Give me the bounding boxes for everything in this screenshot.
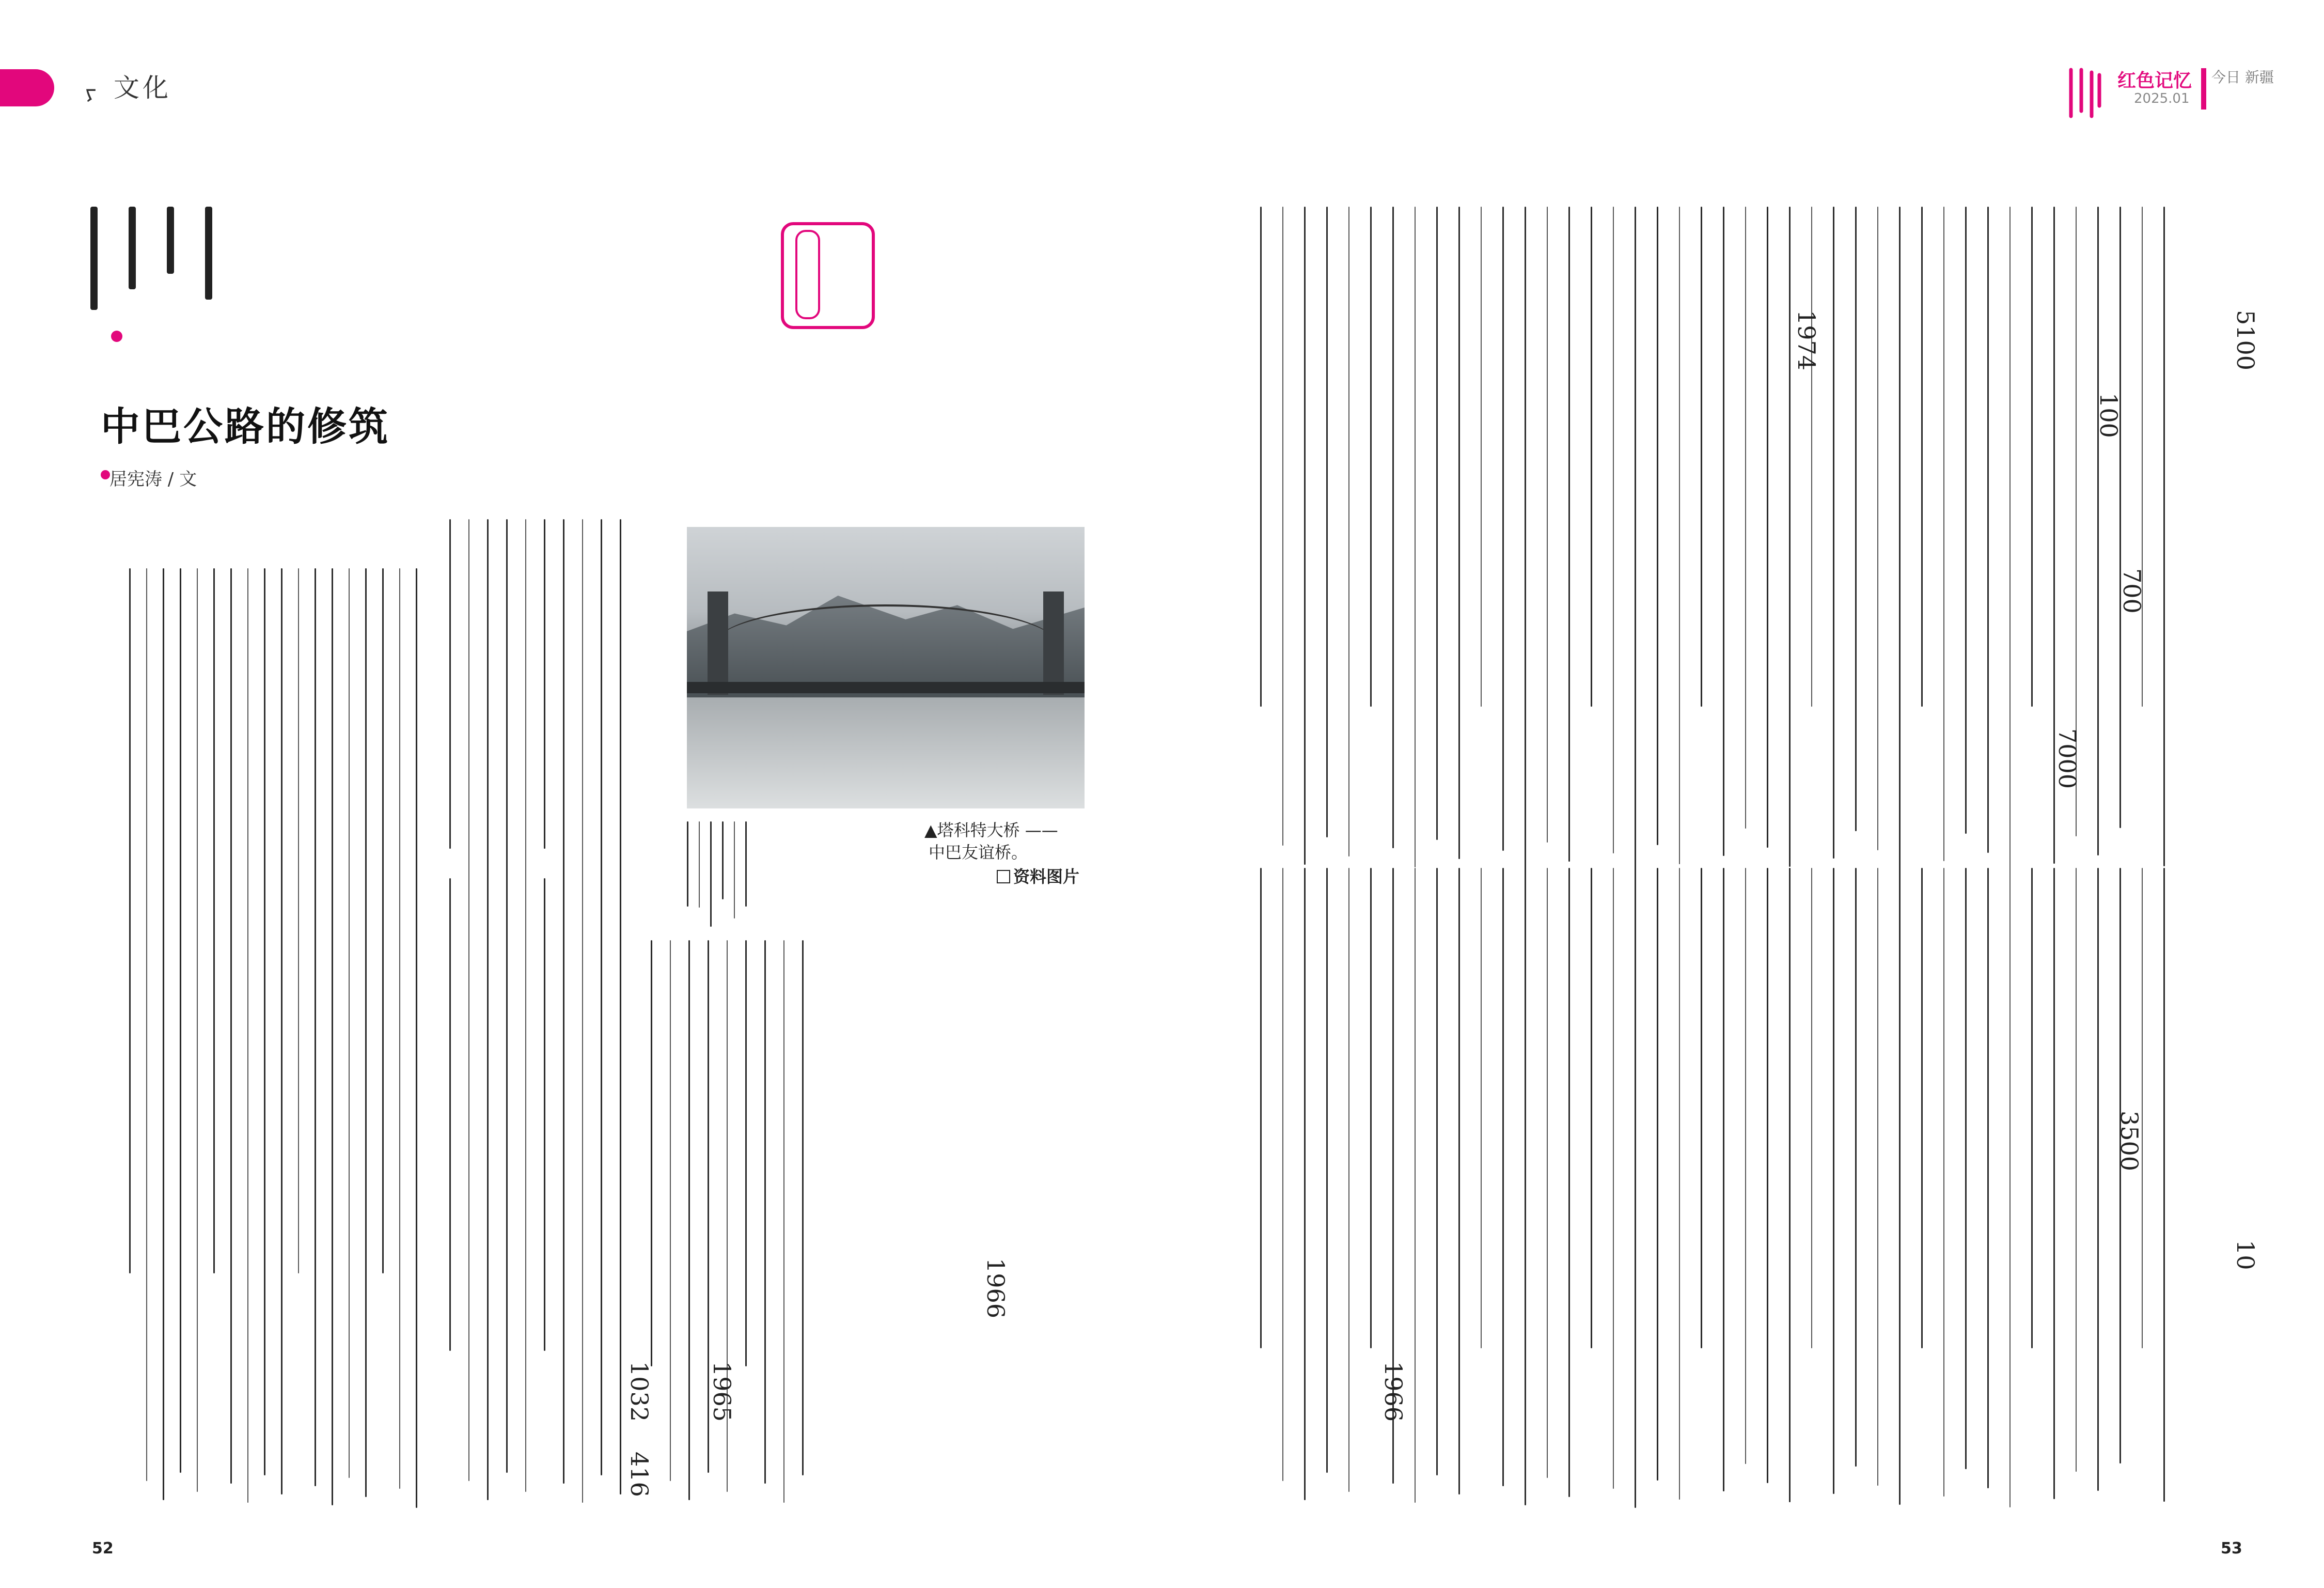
mongolian-text-column [802,940,804,1475]
mongolian-section-glyph: ᠶ [85,79,97,105]
mongolian-text-column [1855,868,1857,1467]
mongolian-text-column [2097,868,2099,1491]
mongolian-text-column [468,878,469,1481]
mongolian-text-column [764,940,766,1484]
mongolian-text-column [1965,207,1967,834]
mongolian-text-column [1701,207,1702,707]
mongolian-text-column [563,878,564,1484]
mongolian-text-column [1833,207,1834,859]
mongolian-text-column [1679,868,1680,1500]
section-label: 文化 [114,73,171,103]
inline-number-1966-right: 1966 [1379,1361,1407,1422]
mongolian-text-column [1679,207,1680,864]
mongolian-text-column [1987,868,1989,1488]
mongolian-text-column [1304,868,1306,1500]
mongolian-text-column [651,940,652,1366]
mongolian-text-column [2009,207,2011,872]
inline-number-3500: 3500 [2115,1111,2143,1172]
mongolian-text-column [382,568,384,1273]
inline-number-7000: 7000 [2053,728,2081,789]
article-title: 中巴公路的修筑 [101,403,390,449]
mongolian-text-column [1370,868,1372,1348]
mongolian-text-column [298,568,299,1273]
mongolian-text-column [670,940,671,1481]
mongolian-text-column [146,568,147,1481]
body-text-right-page-upper [1260,207,2165,873]
mongolian-text-column [2031,207,2033,707]
inline-number-1965: 1965 [708,1361,736,1422]
mongolian-text-column [1326,868,1328,1473]
mongolian-text-column [1568,868,1570,1497]
mongolian-text-column [544,519,545,849]
mongolian-text-column [1987,207,1989,853]
mongolian-text-column [1547,868,1548,1478]
mongolian-text-column [1502,868,1504,1486]
mongolian-text-column [2053,868,2055,1499]
mongolian-text-column [1789,207,1791,867]
photo-caption-line2: 中巴友谊桥。 [929,843,1028,862]
mongolian-text-column [1767,868,1768,1483]
inline-number-1032: 1032 [625,1361,653,1422]
mongolian-text-column [1943,868,1944,1497]
mongolian-text-column [1811,868,1812,1348]
mongolian-text-column [1921,207,1923,707]
mongolian-text-column [1899,868,1901,1505]
mongolian-text-column [2142,868,2143,1348]
mongolian-text-column [525,878,526,1492]
mongolian-text-column [163,568,164,1500]
mongolian-text-column [1525,207,1526,870]
mongolian-text-column [197,568,198,1492]
mongolian-text-column [710,821,712,927]
mongolian-text-column [506,519,508,923]
mongolian-text-column [2142,207,2143,707]
mongolian-text-column [1458,207,1460,859]
mongolian-text-column [783,940,784,1503]
mongolian-text-column [1282,207,1283,846]
mongolian-text-column [2031,868,2033,1348]
byline-bullet [101,470,110,479]
inline-number-100: 100 [2095,393,2123,438]
body-text-left-page-mid-lower [449,878,621,1508]
mongolian-text-column [487,878,489,1500]
mongolian-text-column [1701,868,1702,1348]
mongolian-text-column [1304,207,1306,865]
mongolian-text-column [2076,868,2077,1472]
mongolian-text-column [1326,207,1328,837]
mongolian-text-column [213,568,215,1273]
mongolian-text-column [1436,868,1438,1475]
inline-number-10: 10 [2232,1240,2259,1270]
mongolian-text-column [2009,868,2011,1507]
mongolian-text-column [281,568,282,1494]
mongolian-text-column [1965,868,1967,1469]
mongolian-text-column [1723,868,1724,1491]
inline-number-1966-left: 1966 [982,1258,1010,1319]
mongolian-text-column [1613,868,1614,1489]
mongolian-text-column [1767,207,1768,848]
mongolian-text-column [1282,868,1283,1481]
mongolian-text-column [687,821,688,907]
page-number-left: 52 [92,1539,114,1558]
header-divider [2201,68,2206,110]
mongolian-text-column [1348,868,1349,1492]
body-text-left-page-right [651,940,804,1508]
mongolian-text-column [1502,207,1504,851]
section-tab [0,69,54,106]
mongolian-text-column [1525,868,1526,1505]
inline-number-5100: 5100 [2232,310,2259,371]
mongolian-text-column [349,568,350,1478]
mongolian-text-column [1855,207,1857,831]
article-byline: 居宪涛 / 文 [109,469,197,490]
mongolian-text-column [1591,207,1592,707]
mongolian-text-column [734,821,735,918]
mongolian-text-column [1943,207,1944,861]
mongolian-text-column [1613,207,1614,853]
mongolian-text-column [315,568,316,1486]
mongolian-text-column [1811,207,1812,707]
mongolian-text-column [1348,207,1349,857]
mongolian-text-column [1657,207,1658,845]
magazine-title: 红色记忆 [2117,70,2192,91]
mongolian-text-column [722,821,724,899]
mongolian-text-column [1481,207,1482,707]
mongolian-text-column [1260,868,1262,1348]
mongolian-text-column [1877,868,1878,1486]
photo-caption-line1: ▲塔科特大桥 —— [924,820,1058,840]
mongolian-text-column [1745,207,1746,829]
mongolian-text-column [1370,207,1372,707]
mongolian-text-column [2163,207,2165,866]
mongolian-text-column [1415,868,1416,1503]
sidebar-note-label [795,230,820,319]
mongolian-text-column [332,568,333,1505]
mongolian-text-column [1458,868,1460,1494]
mongolian-text-column [745,821,747,907]
mongolian-text-column [601,878,602,1475]
mongolian-title-vertical [90,207,250,315]
mongolian-text-column [699,821,700,908]
mongolian-text-column [264,568,265,1475]
mongolian-text-column [1657,868,1658,1481]
mongolian-text-column [506,878,508,1473]
mongolian-text-column [230,568,232,1484]
mongolian-text-column [1833,868,1834,1494]
inline-number-416: 416 [625,1452,653,1497]
mongolian-text-column [544,878,545,1351]
mongolian-text-column [1591,868,1592,1348]
mongolian-text-column [620,878,621,1494]
mongolian-text-column [180,568,181,1473]
mongolian-text-column [1877,207,1878,850]
page-number-right: 53 [2221,1539,2242,1558]
mongolian-text-column [1392,207,1394,848]
mongolian-text-column [688,940,690,1500]
mongolian-text-column [416,568,417,1508]
mongolian-logo-icon [2066,65,2105,121]
mongolian-text-column [449,878,451,1351]
title-bullet [111,331,122,342]
mongolian-text-column [1547,207,1548,843]
mongolian-text-column [1723,207,1724,856]
mongolian-text-column [1415,207,1416,867]
mongolian-text-column [129,568,131,1273]
mongolian-text-column [1260,207,1262,707]
mongolian-text-column [745,940,747,1366]
mongolian-text-column [1635,207,1636,873]
mongolian-text-column [601,519,602,925]
mongolian-text-column [1899,207,1901,869]
body-text-left-page-lower [129,568,417,1508]
mongolian-text-column [1745,868,1746,1464]
photo-source-label: 资料图片 [1013,867,1080,886]
mongolian-text-column [1436,207,1438,840]
mongolian-text-column [563,519,564,933]
magazine-sub-label: 今日 新疆 [2211,69,2274,86]
mongolian-text-column [1921,868,1923,1348]
mongolian-text-column [449,519,451,849]
body-text-left-caption [687,821,747,935]
bridge-photo [687,527,1085,808]
mongolian-text-column [247,568,248,1503]
mongolian-text-column [468,519,469,931]
mongolian-text-column [1789,868,1791,1502]
mongolian-text-column [1635,868,1636,1508]
mongolian-text-column [399,568,400,1489]
photo-source [997,864,1079,888]
mongolian-text-column [1568,207,1570,862]
mongolian-text-column [2097,207,2099,855]
issue-date: 2025.01 [2134,91,2190,106]
mongolian-text-column [582,878,583,1503]
mongolian-text-column [2119,207,2121,828]
inline-number-1974: 1974 [1793,310,1820,371]
mongolian-text-column [365,568,367,1497]
mongolian-text-column [1481,868,1482,1348]
inline-number-700: 700 [2118,568,2146,614]
source-box-icon [997,870,1010,883]
mongolian-text-column [2163,868,2165,1502]
